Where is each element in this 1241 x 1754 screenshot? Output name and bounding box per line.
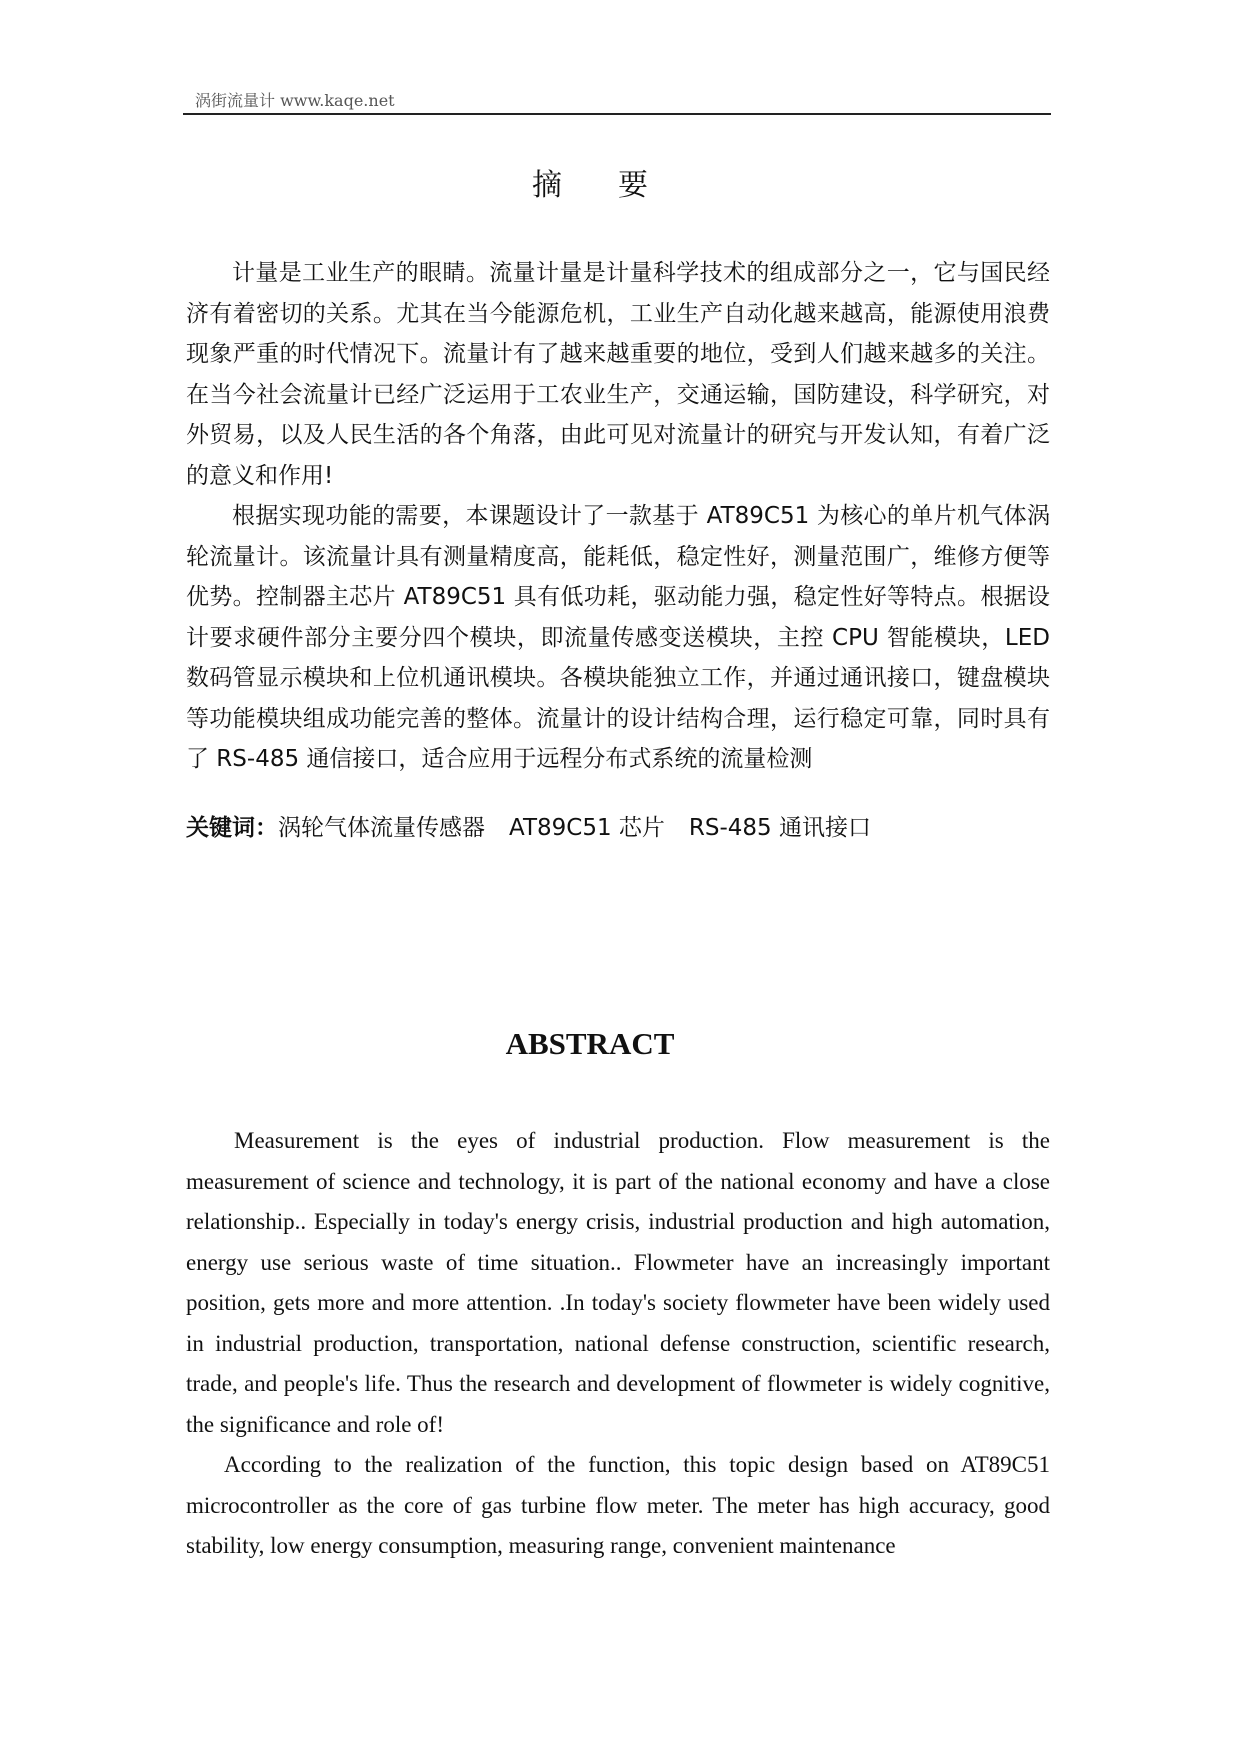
abstract-cn-paragraph: 根据实现功能的需要，本课题设计了一款基于 AT89C51 为核心的单片机气体涡轮流量计。该流量计具有测量精度高，能耗低，稳定性好，测量范围广，维修方便等优势。控制器主芯片 AT89C51 具有低功耗，驱动能力强，稳定性好等特点。根据设计要求硬件部分主要分四个模块，即流量传感变送模块，主控 CPU 智能模块，LED 数码管显示模块和上位机通讯模块。各模块能独立工作，并通过通讯接口，键盘模块等功能模块组成功能完善的整体。流量计的设计结构合理，运行稳定可靠，同时具有了 RS-485 通信接口，适合应用于远程分布式系统的流量检测 bbox=[186, 503, 1050, 772]
header-text: 涡街流量计 www.kaqe.net bbox=[195, 91, 395, 110]
keyword-item: AT89C51 芯片 bbox=[509, 815, 665, 841]
abstract-cn-title: 摘要 bbox=[532, 168, 704, 203]
keywords-line bbox=[186, 813, 1050, 843]
abstract-en-body bbox=[186, 1121, 1050, 1567]
abstract-en-paragraph: Measurement is the eyes of industrial production. Flow measurement is the measurement of science and technology, it is part of the national economy and have a close relationship.. Especially in today's energy crisis, industrial production and high automation, energy use serious waste of time situation.. Flowmeter have an increasingly important position, gets more and more attention. .In today's society flowmeter have been widely used in industrial production, transportation, national defense construction, scientific research, trade, and people's life. Thus the research and development of flowmeter is widely cognitive, the significance and role of! bbox=[186, 1128, 1050, 1437]
keywords-label: 关键词： bbox=[186, 815, 278, 841]
keyword-item: 涡轮气体流量传感器 bbox=[278, 815, 485, 841]
page-header bbox=[183, 89, 1051, 115]
abstract-en-title: ABSTRACT bbox=[505, 1026, 675, 1061]
abstract-cn-body bbox=[186, 253, 1050, 780]
abstract-cn-paragraph: 计量是工业生产的眼睛。流量计量是计量科学技术的组成部分之一，它与国民经济有着密切的关系。尤其在当今能源危机，工业生产自动化越来越高，能源使用浪费现象严重的时代情况下。流量计有了越来越重要的地位，受到人们越来越多的关注。在当今社会流量计已经广泛运用于工农业生产，交通运输，国防建设，科学研究，对外贸易，以及人民生活的各个角落，由此可见对流量计的研究与开发认知，有着广泛的意义和作用! bbox=[186, 260, 1050, 489]
abstract-en-paragraph: According to the realization of the function, this topic design based on AT89C51 microcontroller as the core of gas turbine flow meter. The meter has high accuracy, good stability, low energy consumption, measuring range, convenient maintenance bbox=[186, 1452, 1050, 1558]
keyword-item: RS-485 通讯接口 bbox=[688, 815, 871, 841]
